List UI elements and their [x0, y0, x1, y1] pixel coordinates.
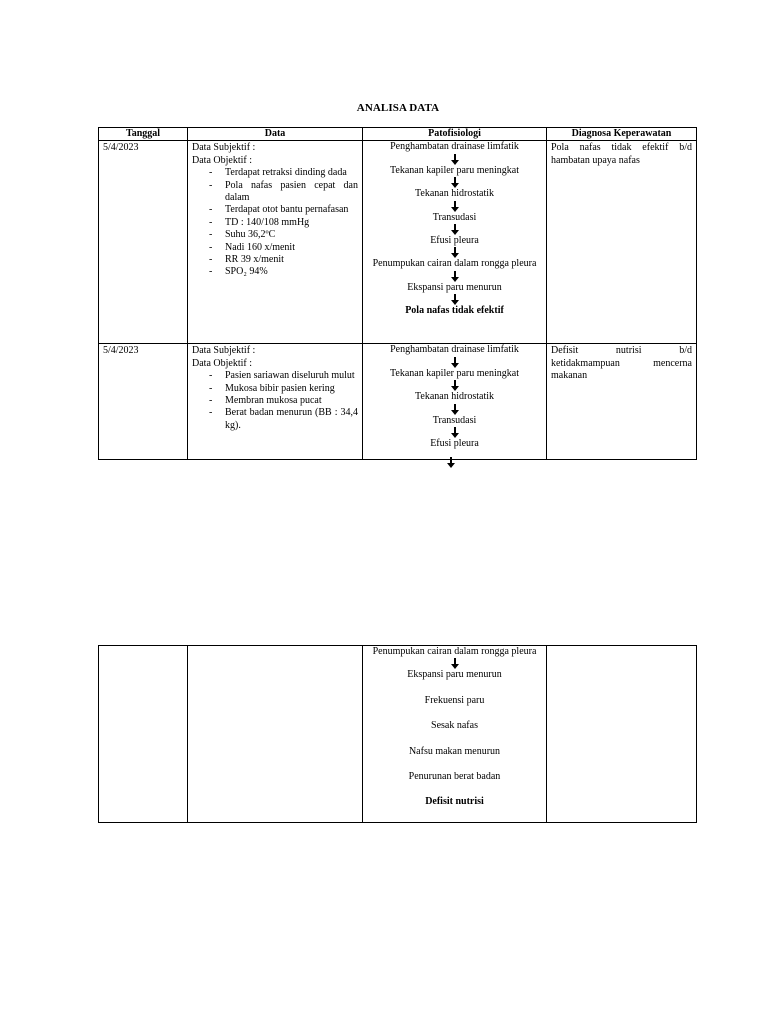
- objektif-list: [192, 167, 358, 279]
- objektif-list: [192, 370, 358, 432]
- patofisiologi-cell: [363, 344, 547, 460]
- data-cell: [188, 344, 363, 460]
- pato-step: Penumpukan cairan dalam rongga pleura: [372, 258, 537, 270]
- diagnosa-cell: [547, 646, 697, 823]
- pato-step: Penumpukan cairan dalam rongga pleura: [372, 646, 537, 657]
- list-item: - SPO₂ 94%: [209, 266, 358, 278]
- list-item: - Membran mukosa pucat: [209, 395, 358, 407]
- header-tanggal: Tanggal: [99, 128, 188, 141]
- data-cell: [188, 646, 363, 823]
- pato-step: Sesak nafas: [431, 720, 478, 732]
- down-arrow-icon: [365, 404, 544, 415]
- list-item: - Mukosa bibir pasien kering: [209, 383, 358, 395]
- list-item: - Pasien sariawan diseluruh mulut: [209, 370, 358, 382]
- down-arrow-icon: [365, 380, 544, 391]
- down-arrow-icon: [365, 177, 544, 188]
- table-row: [99, 344, 697, 460]
- table-row: [99, 646, 697, 823]
- header-patofisiologi: Patofisiologi: [363, 128, 547, 141]
- tanggal-cell: 5/4/2023: [99, 344, 188, 460]
- down-arrow-icon: [365, 154, 544, 165]
- list-item: - Terdapat otot bantu pernafasan: [209, 204, 358, 216]
- list-item: - TD : 140/108 mmHg: [209, 217, 358, 229]
- subjektif-label: Data Subjektif :: [192, 345, 256, 357]
- down-arrow-icon: [365, 271, 544, 282]
- pato-conclusion: Defisit nutrisi: [425, 796, 484, 808]
- objektif-label: Data Objektif :: [192, 154, 252, 166]
- pato-conclusion: Pola nafas tidak efektif: [405, 305, 504, 317]
- list-item: - Suhu 36,2ºC: [209, 229, 358, 241]
- diagnosa-cell: Pola nafas tidak efektif b/d hambatan upaya nafas: [547, 141, 697, 344]
- list-item: - Nadi 160 x/menit: [209, 242, 358, 254]
- down-arrow-icon: [365, 427, 544, 438]
- subjektif-label: Data Subjektif :: [192, 142, 256, 154]
- analisa-data-table: [98, 127, 697, 460]
- header-diagnosa: Diagnosa Keperawatan: [547, 128, 697, 141]
- analisa-data-table-continued: [98, 645, 697, 823]
- list-item: - Pola nafas pasien cepat dan dalam: [209, 180, 358, 205]
- pato-step: Ekspansi paru menurun: [407, 669, 502, 681]
- down-arrow-icon: [365, 201, 544, 212]
- page-title: ANALISA DATA: [356, 102, 440, 114]
- patofisiologi-cell: [363, 141, 547, 344]
- down-arrow-icon: [365, 224, 544, 235]
- pato-step: Frekuensi paru: [424, 694, 485, 706]
- pato-step: Transudasi: [432, 414, 477, 426]
- pato-step: Tekanan hidrostatik: [415, 391, 494, 403]
- down-arrow-icon: [365, 247, 544, 258]
- pato-step: Efusi pleura: [430, 438, 479, 450]
- list-item: - Terdapat retraksi dinding dada: [209, 167, 358, 179]
- diagnosa-cell: Defisit nutrisi b/d ketidakmampuan mencerna makanan: [547, 344, 697, 460]
- list-item: - RR 39 x/menit: [209, 254, 358, 266]
- pato-step: Ekspansi paru menurun: [407, 281, 502, 293]
- tanggal-cell: 5/4/2023: [99, 141, 188, 344]
- table-row: [99, 141, 697, 344]
- tanggal-cell: [99, 646, 188, 823]
- pato-step: Penghambatan drainase limfatik: [390, 344, 519, 356]
- down-arrow-icon: [447, 457, 455, 470]
- patofisiologi-cell: [363, 646, 547, 823]
- data-cell: [188, 141, 363, 344]
- down-arrow-icon: [365, 294, 544, 305]
- pato-step: Tekanan kapiler paru meningkat: [390, 367, 519, 379]
- pato-step: Tekanan hidrostatik: [415, 188, 494, 200]
- pato-step: Penghambatan drainase limfatik: [390, 141, 519, 153]
- pato-step: Transudasi: [432, 211, 477, 223]
- pato-step: Efusi pleura: [430, 235, 479, 247]
- objektif-label: Data Objektif :: [192, 357, 252, 369]
- pato-step: Tekanan kapiler paru meningkat: [390, 164, 519, 176]
- pato-step: Nafsu makan menurun: [408, 745, 501, 757]
- list-item: - Berat badan menurun (BB : 34,4 kg).: [209, 407, 358, 432]
- down-arrow-icon: [365, 658, 544, 669]
- down-arrow-icon: [365, 357, 544, 368]
- pato-step: Penurunan berat badan: [408, 771, 501, 783]
- table-header-row: [99, 128, 697, 141]
- header-data: Data: [188, 128, 363, 141]
